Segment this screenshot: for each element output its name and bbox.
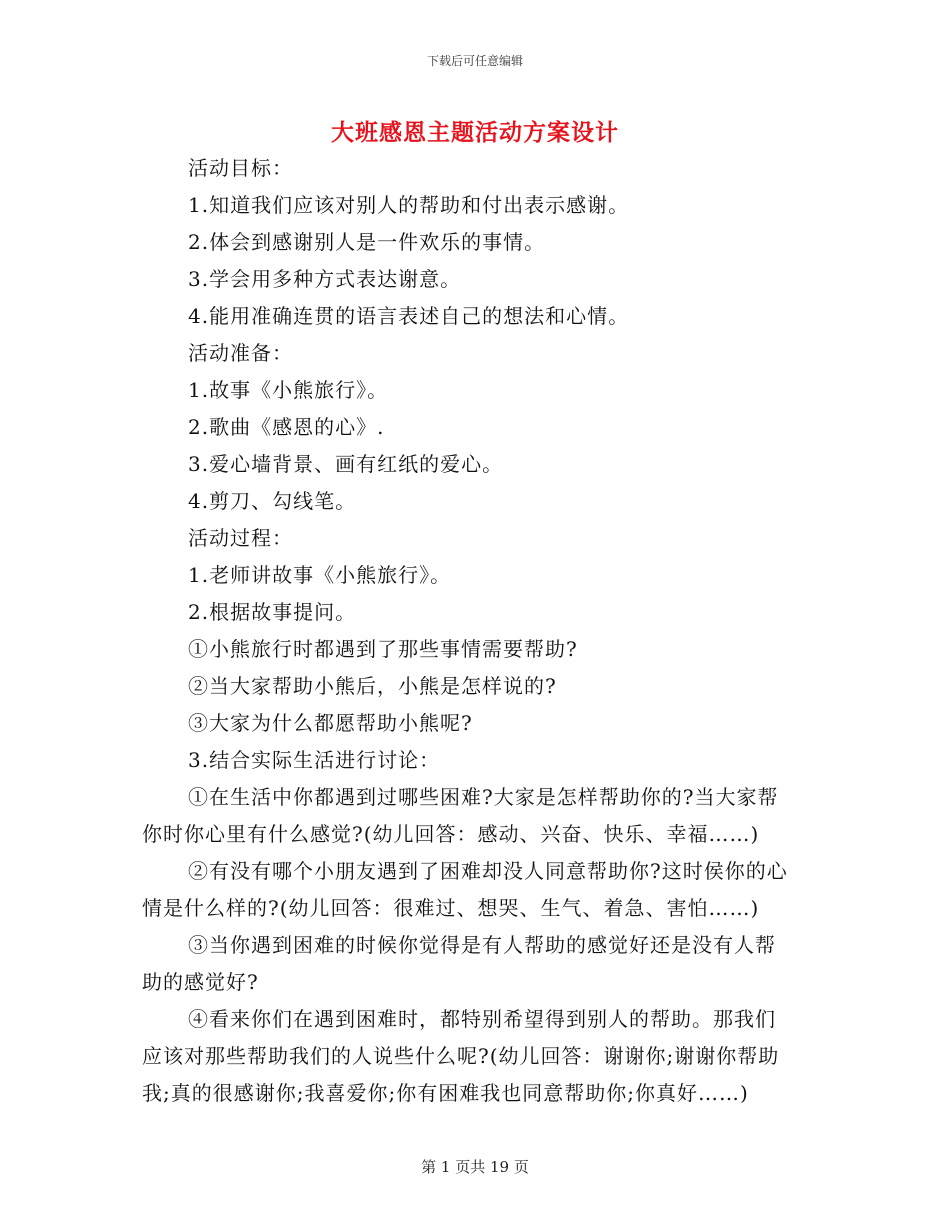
paragraph-line: 我;真的很感谢你;我喜爱你;你有困难我也同意帮助你;你真好……) [142, 1081, 749, 1105]
paragraph-line: 情是什么样的?(幼儿回答：很难过、想哭、生气、着急、害怕……) [142, 896, 760, 920]
document-title: 大班感恩主题活动方案设计 [331, 119, 619, 146]
discussion-paragraph [142, 853, 822, 927]
question-item: ②当大家帮助小熊后，小熊是怎样说的? [188, 674, 557, 698]
process-item: 3.结合实际生活进行讨论： [188, 748, 441, 772]
discussion-paragraph [142, 1001, 822, 1112]
preparation-item: 3.爱心墙背景、画有红纸的爱心。 [188, 452, 504, 476]
paragraph-line: ③当你遇到困难的时候你觉得是有人帮助的感觉好还是没有人帮 [188, 933, 776, 957]
page-header: 下载后可任意编辑 [426, 54, 523, 68]
discussion-paragraph [142, 779, 822, 853]
section-heading-process: 活动过程： [188, 526, 293, 550]
process-item: 1.老师讲故事《小熊旅行》。 [188, 563, 452, 587]
preparation-item: 1.故事《小熊旅行》。 [188, 378, 389, 402]
paragraph-line: 你时你心里有什么感觉?(幼儿回答：感动、兴奋、快乐、幸福……) [142, 822, 760, 846]
goal-item: 1.知道我们应该对别人的帮助和付出表示感谢。 [188, 193, 630, 217]
goal-item: 4.能用准确连贯的语言表述自己的想法和心情。 [188, 304, 630, 328]
paragraph-line: ②有没有哪个小朋友遇到了困难却没人同意帮助你?这时侯你的心 [188, 859, 788, 883]
process-item: 2.根据故事提问。 [188, 600, 357, 624]
section-heading-preparation: 活动准备： [188, 341, 293, 365]
goal-item: 3.学会用多种方式表达谢意。 [188, 267, 462, 291]
question-item: ③大家为什么都愿帮助小熊呢? [188, 711, 473, 735]
paragraph-line: 助的感觉好? [142, 970, 259, 994]
preparation-item: 2.歌曲《感恩的心》. [188, 415, 385, 439]
paragraph-line: 应该对那些帮助我们的人说些什么呢?(幼儿回答：谢谢你;谢谢你帮助 [142, 1044, 780, 1068]
preparation-item: 4.剪刀、勾线笔。 [188, 489, 357, 513]
document-body [142, 150, 822, 1112]
paragraph-line: ④看来你们在遇到困难时，都特别希望得到别人的帮助。那我们 [188, 1007, 776, 1031]
discussion-paragraph [142, 927, 822, 1001]
page-footer: 第 1 页共 19 页 [421, 1158, 529, 1176]
section-heading-goals: 活动目标： [188, 156, 293, 180]
question-item: ①小熊旅行时都遇到了那些事情需要帮助? [188, 637, 578, 661]
goal-item: 2.体会到感谢别人是一件欢乐的事情。 [188, 230, 546, 254]
paragraph-line: ①在生活中你都遇到过哪些困难?大家是怎样帮助你的?当大家帮 [188, 785, 779, 809]
